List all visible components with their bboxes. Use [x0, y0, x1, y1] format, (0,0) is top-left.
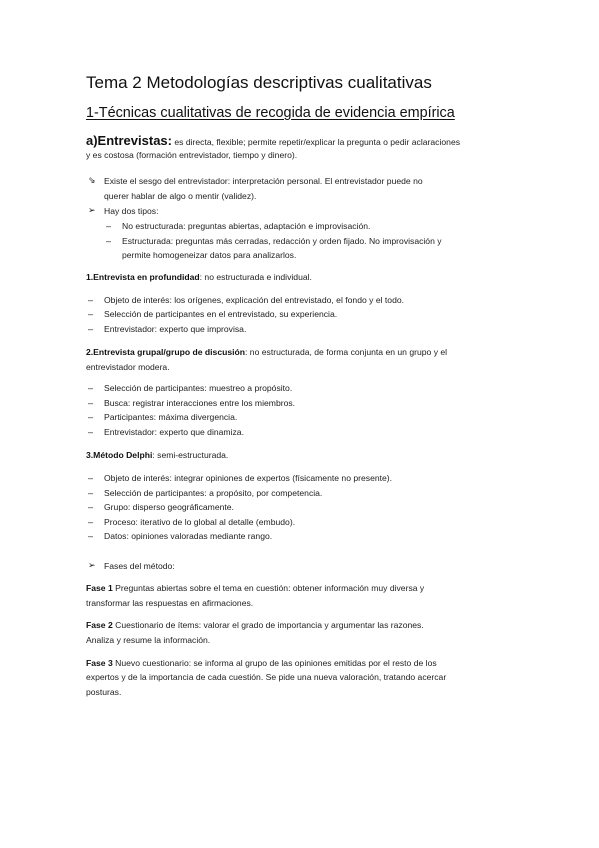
- type-dash-2: –: [106, 236, 112, 246]
- s1-item-1: Objeto de interés: los orígenes, explicación del entrevistado, el fondo y el todo.: [104, 295, 405, 305]
- phase-2-line2: Analiza y resume la información.: [86, 635, 211, 645]
- section1-heading-bold: 1.Entrevista en profundidad: [86, 272, 200, 282]
- phase-1-line1: [86, 582, 424, 594]
- bias-bullet-icon: ⇘: [88, 175, 96, 185]
- s2-item-3: Participantes: máxima divergencia.: [104, 412, 238, 422]
- phase-2-label: Fase 2: [86, 620, 113, 630]
- phase-3-text: Nuevo cuestionario: se informa al grupo de las opiniones emitidas por el resto de los: [112, 658, 437, 668]
- bias-line-2: querer hablar de algo o mentir (validez).: [104, 191, 257, 201]
- phase-3-line1: [86, 657, 437, 669]
- s3-item-4: Proceso: iterativo de lo global al detalle (embudo).: [104, 517, 296, 527]
- type-structured-line2: permite homogeneizar datos para analizarlos.: [122, 250, 297, 260]
- s3-dash-4: –: [88, 517, 94, 527]
- bias-line-1: Existe el sesgo del entrevistador: interpretación personal. El entrevistador puede no: [104, 176, 423, 186]
- type-unstructured: No estructurada: preguntas abiertas, adaptación e improvisación.: [122, 221, 371, 231]
- types-intro: Hay dos tipos:: [104, 206, 159, 216]
- s3-dash-1: –: [88, 473, 94, 483]
- phase-2-line1: [86, 619, 424, 631]
- phase-3-label: Fase 3: [86, 658, 113, 668]
- section2-heading-rest: : no estructurada, de forma conjunta en un grupo y el: [245, 347, 448, 357]
- phase-2-text: Cuestionario de ítems: valorar el grado de importancia y argumentar las razones.: [112, 620, 424, 630]
- s1-dash-1: –: [88, 295, 94, 305]
- s3-item-5: Datos: opiniones valoradas mediante rango.: [104, 531, 273, 541]
- s1-dash-2: –: [88, 309, 94, 319]
- section1-heading-rest: : no estructurada e individual.: [199, 272, 312, 282]
- phases-bullet-icon: ➢: [88, 560, 96, 570]
- section1-heading: [86, 271, 312, 283]
- intro-text-line2: y es costosa (formación entrevistador, tiempo y dinero).: [86, 150, 298, 160]
- phases-intro: Fases del método:: [104, 561, 175, 571]
- section3-heading-bold: 3.Método Delphi: [86, 450, 153, 460]
- s2-item-4: Entrevistador: experto que dinamiza.: [104, 427, 244, 437]
- phase-1-line2: transformar las respuestas en afirmaciones.: [86, 598, 254, 608]
- s3-dash-2: –: [88, 488, 94, 498]
- s3-item-1: Objeto de interés: integrar opiniones de expertos (físicamente no presente).: [104, 473, 393, 483]
- s2-dash-3: –: [88, 412, 94, 422]
- s3-item-3: Grupo: disperso geográficamente.: [104, 502, 234, 512]
- s1-item-2: Selección de participantes en el entrevistado, su experiencia.: [104, 309, 338, 319]
- s3-item-2: Selección de participantes: a propósito, por competencia.: [104, 488, 323, 498]
- page-title: Tema 2 Metodologías descriptivas cualitativas: [86, 73, 432, 92]
- s2-dash-4: –: [88, 427, 94, 437]
- phase-1-label: Fase 1: [86, 583, 113, 593]
- phase-3-line2: expertos y de la importancia de cada cuestión. Se pide una nueva valoración, tratando acercar: [86, 672, 447, 682]
- intro-text-line1: es directa, flexible; permite repetir/explicar la pregunta o pedir aclaraciones: [171, 137, 461, 147]
- intro-paragraph: [86, 132, 526, 168]
- s2-dash-1: –: [88, 383, 94, 393]
- section3-heading-rest: : semi-estructurada.: [152, 450, 229, 460]
- s2-item-1: Selección de participantes: muestreo a propósito.: [104, 383, 293, 393]
- s2-item-2: Busca: registrar interacciones entre los miembros.: [104, 398, 296, 408]
- section2-heading-bold: 2.Entrevista grupal/grupo de discusión: [86, 347, 246, 357]
- s3-dash-3: –: [88, 502, 94, 512]
- section2-heading: [86, 346, 447, 358]
- s2-dash-2: –: [88, 398, 94, 408]
- section3-heading: [86, 449, 228, 461]
- s1-dash-3: –: [88, 324, 94, 334]
- phase-1-text: Preguntas abiertas sobre el tema en cuestión: obtener información muy diversa y: [112, 583, 425, 593]
- type-structured-line1: Estructurada: preguntas más cerradas, redacción y orden fijado. No improvisación y: [122, 236, 442, 246]
- section2-heading-line2: entrevistador modera.: [86, 362, 170, 372]
- types-bullet-icon: ➢: [88, 205, 96, 215]
- intro-lead: a)Entrevistas:: [86, 133, 172, 148]
- type-dash-1: –: [106, 221, 112, 231]
- s1-item-3: Entrevistador: experto que improvisa.: [104, 324, 247, 334]
- section-subtitle: 1-Técnicas cualitativas de recogida de evidencia empírica: [86, 105, 455, 121]
- s3-dash-5: –: [88, 531, 94, 541]
- phase-3-line3: posturas.: [86, 687, 122, 697]
